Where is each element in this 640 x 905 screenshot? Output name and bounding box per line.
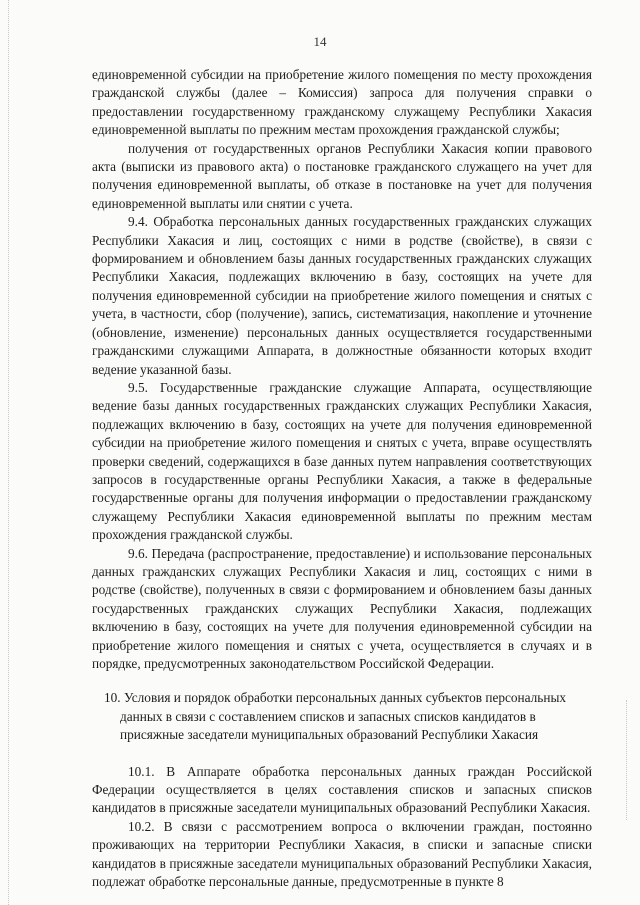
paragraph-continued: единовременной субсидии на приобретение жилого помещения по месту прохождения гражданской службы (далее – Комиссия) запроса для получения справки о предоставлении государственному гражданскому служащему Республики Хакасия единовременной выплаты по прежним местам прохождения гражданской службы; — [92, 67, 592, 138]
paragraph-obtaining-copies: получения от государственных органов Республики Хакасия копии правового акта (выписки из правового акта) о постановке гражданского служащего на учет для получения единовременной выплаты, об отказе в постановке на учет для получения единовременной выплаты или снятии с учета. — [92, 140, 592, 211]
paragraph-10-2: 10.2. В связи с рассмотрением вопроса о включении граждан, постоянно проживающих на территории Республики Хакасия, в списки и запасные списки кандидатов в присяжные заседатели муниципальных образований Республики Хакасия, подлежат обработке персональные данные, предусмотренные в пункте 8 — [92, 818, 592, 890]
section-heading-10: 10. Условия и порядок обработки персональных данных субъектов персональных данных в связи с составлением списков и запасных списков кандидатов в присяжные заседатели муниципальных образований Республики Хакасия — [104, 690, 567, 743]
scan-edge-right — [626, 700, 628, 820]
page-number: 14 — [313, 34, 327, 49]
paragraph-9-5: 9.5. Государственные гражданские служащие Аппарата, осуществляющие ведение базы данных государственных гражданских служащих Республики Хакасия, подлежащих включению в базу, состоящих на учете для получения единовременной субсидии на приобретение жилого помещения и снятых с учета, вправе осуществлять проверки сведений, содержащихся в базе данных путем направления соответствующих запросов в государственные органы Республики Хакасия, а также в федеральные государственные органы для получения информации о предоставлении гражданскому служащему Республики Хакасия единовременной выплаты по прежним местам прохождения гражданской службы. — [92, 379, 592, 543]
paragraph-10-1: 10.1. В Аппарате обработка персональных данных граждан Российской Федерации осуществляется в целях составления списков и запасных списков кандидатов в присяжные заседатели муниципальных образований Республики Хакасия. — [92, 763, 592, 816]
paragraph-9-6: 9.6. Передача (распространение, предоставление) и использование персональных данных гражданских служащих Республики Хакасия и лиц, состоящих с ними в родстве (свойстве), полученных в связи с формированием и обновлением базы данных государственных гражданских служащих Республики Хакасия, подлежащих включению в базу, состоящих на учете для получения единовременной субсидии на приобретение жилого помещения и снятых с учета, осуществляется в случаях и в порядке, предусмотренных законодательством Российской Федерации. — [92, 545, 592, 671]
document-body — [92, 66, 592, 891]
scan-edge-left — [8, 0, 10, 905]
paragraph-9-4: 9.4. Обработка персональных данных государственных гражданских служащих Республики Хакасия и лиц, состоящих с ними в родстве (свойстве), в связи с формированием и обновлением базы данных государственных гражданских служащих Республики Хакасия, подлежащих включению в базу, состоящих на учете для получения единовременной субсидии на приобретение жилого помещения и снятых с учета, в частности, сбор (получение), запись, систематизация, накопление и уточнение (обновление, изменение) персональных данных осуществляется государственными гражданскими служащими Аппарата, в должностные обязанности которых входит ведение указанной базы. — [92, 214, 592, 377]
